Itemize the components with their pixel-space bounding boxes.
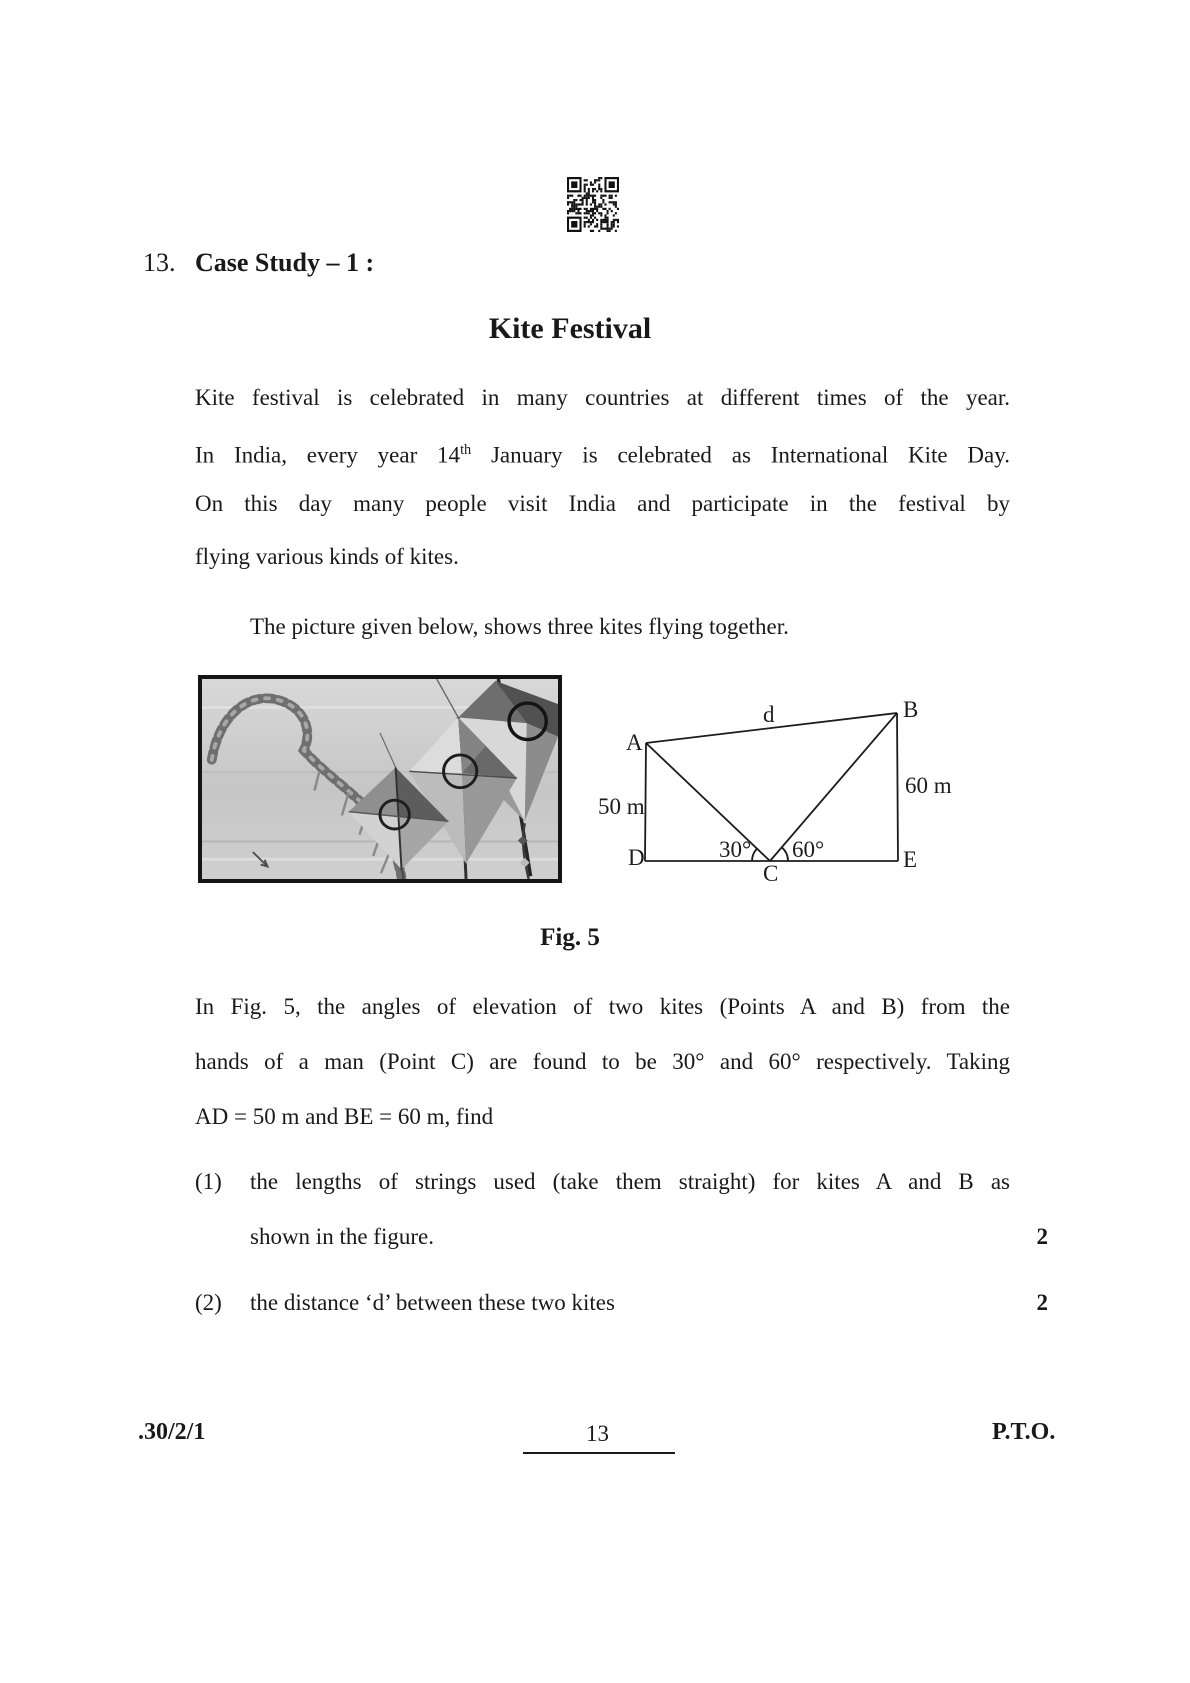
angle-arc-right bbox=[782, 847, 788, 861]
point-e-label: E bbox=[903, 847, 918, 872]
item-line: shown in the figure. bbox=[250, 1224, 434, 1249]
be-height-label: 60 m bbox=[905, 773, 952, 798]
section-title: Kite Festival bbox=[488, 312, 652, 345]
item-1-marks: 2 bbox=[1036, 1224, 1048, 1249]
question-paragraph bbox=[195, 979, 1010, 1144]
paragraph-line: flying various kinds of kites. bbox=[195, 544, 459, 569]
figure-caption: Fig. 5 bbox=[540, 924, 600, 951]
paragraph-line: On this day many people visit India and participate in the festival by bbox=[195, 491, 1010, 516]
question-number: 13. bbox=[143, 248, 176, 277]
angle-60-label: 60° bbox=[792, 837, 825, 862]
point-d-label: D bbox=[628, 845, 645, 870]
item-2-marks: 2 bbox=[1036, 1290, 1048, 1315]
kites-photo bbox=[198, 675, 562, 883]
line-BE bbox=[897, 713, 898, 861]
page-number-underline bbox=[523, 1452, 675, 1454]
angle-arc-left bbox=[752, 849, 757, 861]
distance-d-label: d bbox=[763, 702, 775, 727]
paragraph-line: In India, every year 14th January is celebrated as International Kite Day. bbox=[195, 442, 1011, 468]
item-2-text bbox=[250, 1275, 1010, 1330]
geometry-diagram bbox=[560, 640, 1040, 890]
case-study-heading: Case Study – 1 : bbox=[195, 248, 375, 277]
paragraph-line: AD = 50 m and BE = 60 m, find bbox=[195, 1104, 494, 1129]
item-1-number: (1) bbox=[195, 1169, 222, 1194]
paragraph-line: Kite festival is celebrated in many countries at different times of the year. bbox=[195, 385, 1010, 410]
line-AD bbox=[645, 743, 646, 861]
photo-band bbox=[202, 858, 558, 861]
point-b-label: B bbox=[903, 697, 919, 722]
paper-code: .30/2/1 bbox=[138, 1419, 206, 1445]
string-AC bbox=[646, 743, 770, 861]
ad-height-label: 50 m bbox=[598, 794, 645, 819]
item-line: the distance ‘d’ between these two kites bbox=[250, 1290, 615, 1315]
question-heading-row bbox=[143, 248, 374, 278]
picture-intro-line: The picture given below, shows three kites flying together. bbox=[250, 614, 789, 639]
intro-paragraph bbox=[195, 371, 1010, 583]
item-line: the lengths of strings used (take them straight) for kites A and B as bbox=[250, 1169, 1010, 1194]
string-BC bbox=[770, 713, 897, 861]
angle-30-label: 30° bbox=[719, 837, 752, 862]
item-2-number: (2) bbox=[195, 1290, 222, 1315]
page-number: 13 bbox=[586, 1421, 609, 1446]
pto-label: P.T.O. bbox=[992, 1419, 1056, 1445]
point-a-label: A bbox=[626, 730, 643, 755]
point-c-label: C bbox=[763, 861, 779, 886]
qr-code bbox=[567, 177, 619, 232]
paragraph-line: hands of a man (Point C) are found to be 30° and 60° respectively. Taking bbox=[195, 1049, 1010, 1074]
paragraph-line: In Fig. 5, the angles of elevation of two kites (Points A and B) from the bbox=[195, 994, 1010, 1019]
item-1-text bbox=[250, 1154, 1010, 1264]
